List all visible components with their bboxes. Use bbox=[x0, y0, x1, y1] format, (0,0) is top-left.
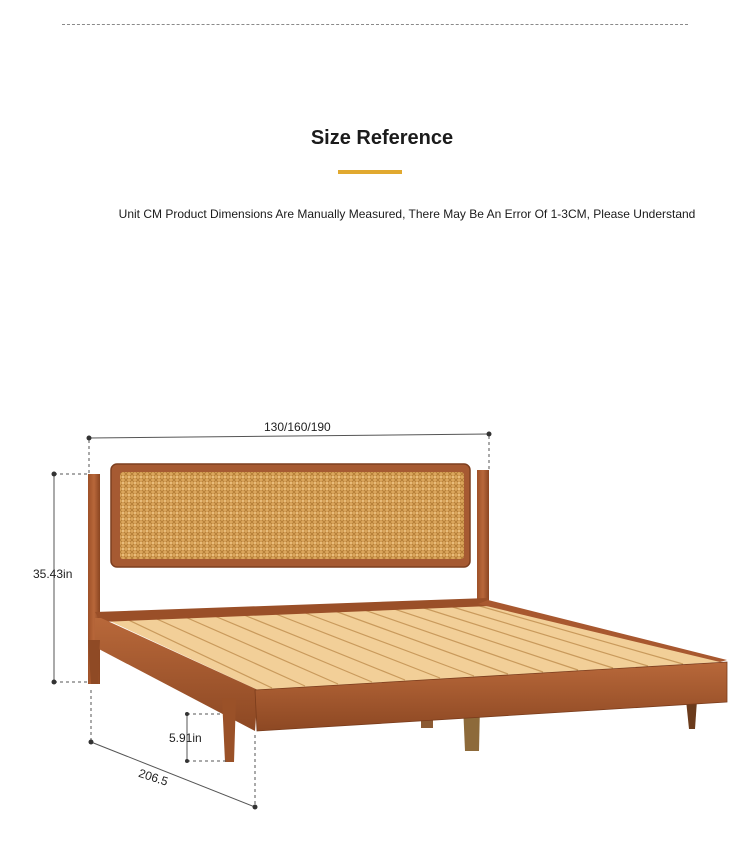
bed-image bbox=[88, 464, 727, 762]
headboard-post-right bbox=[477, 470, 489, 604]
measurement-note: Unit CM Product Dimensions Are Manually Measured, There May Be An Error Of 1-3CM, Please Understand bbox=[118, 207, 696, 221]
leg-height-dimension-label: 5.91in bbox=[169, 731, 202, 745]
length-dimension-label: 206.5 bbox=[136, 766, 170, 789]
width-dimension-label: 130/160/190 bbox=[264, 420, 331, 434]
front-leg-foot bbox=[222, 698, 236, 762]
headboard-rattan bbox=[120, 472, 464, 559]
height-dimension-label: 35.43in bbox=[33, 567, 73, 581]
page-title: Size Reference bbox=[310, 127, 454, 149]
